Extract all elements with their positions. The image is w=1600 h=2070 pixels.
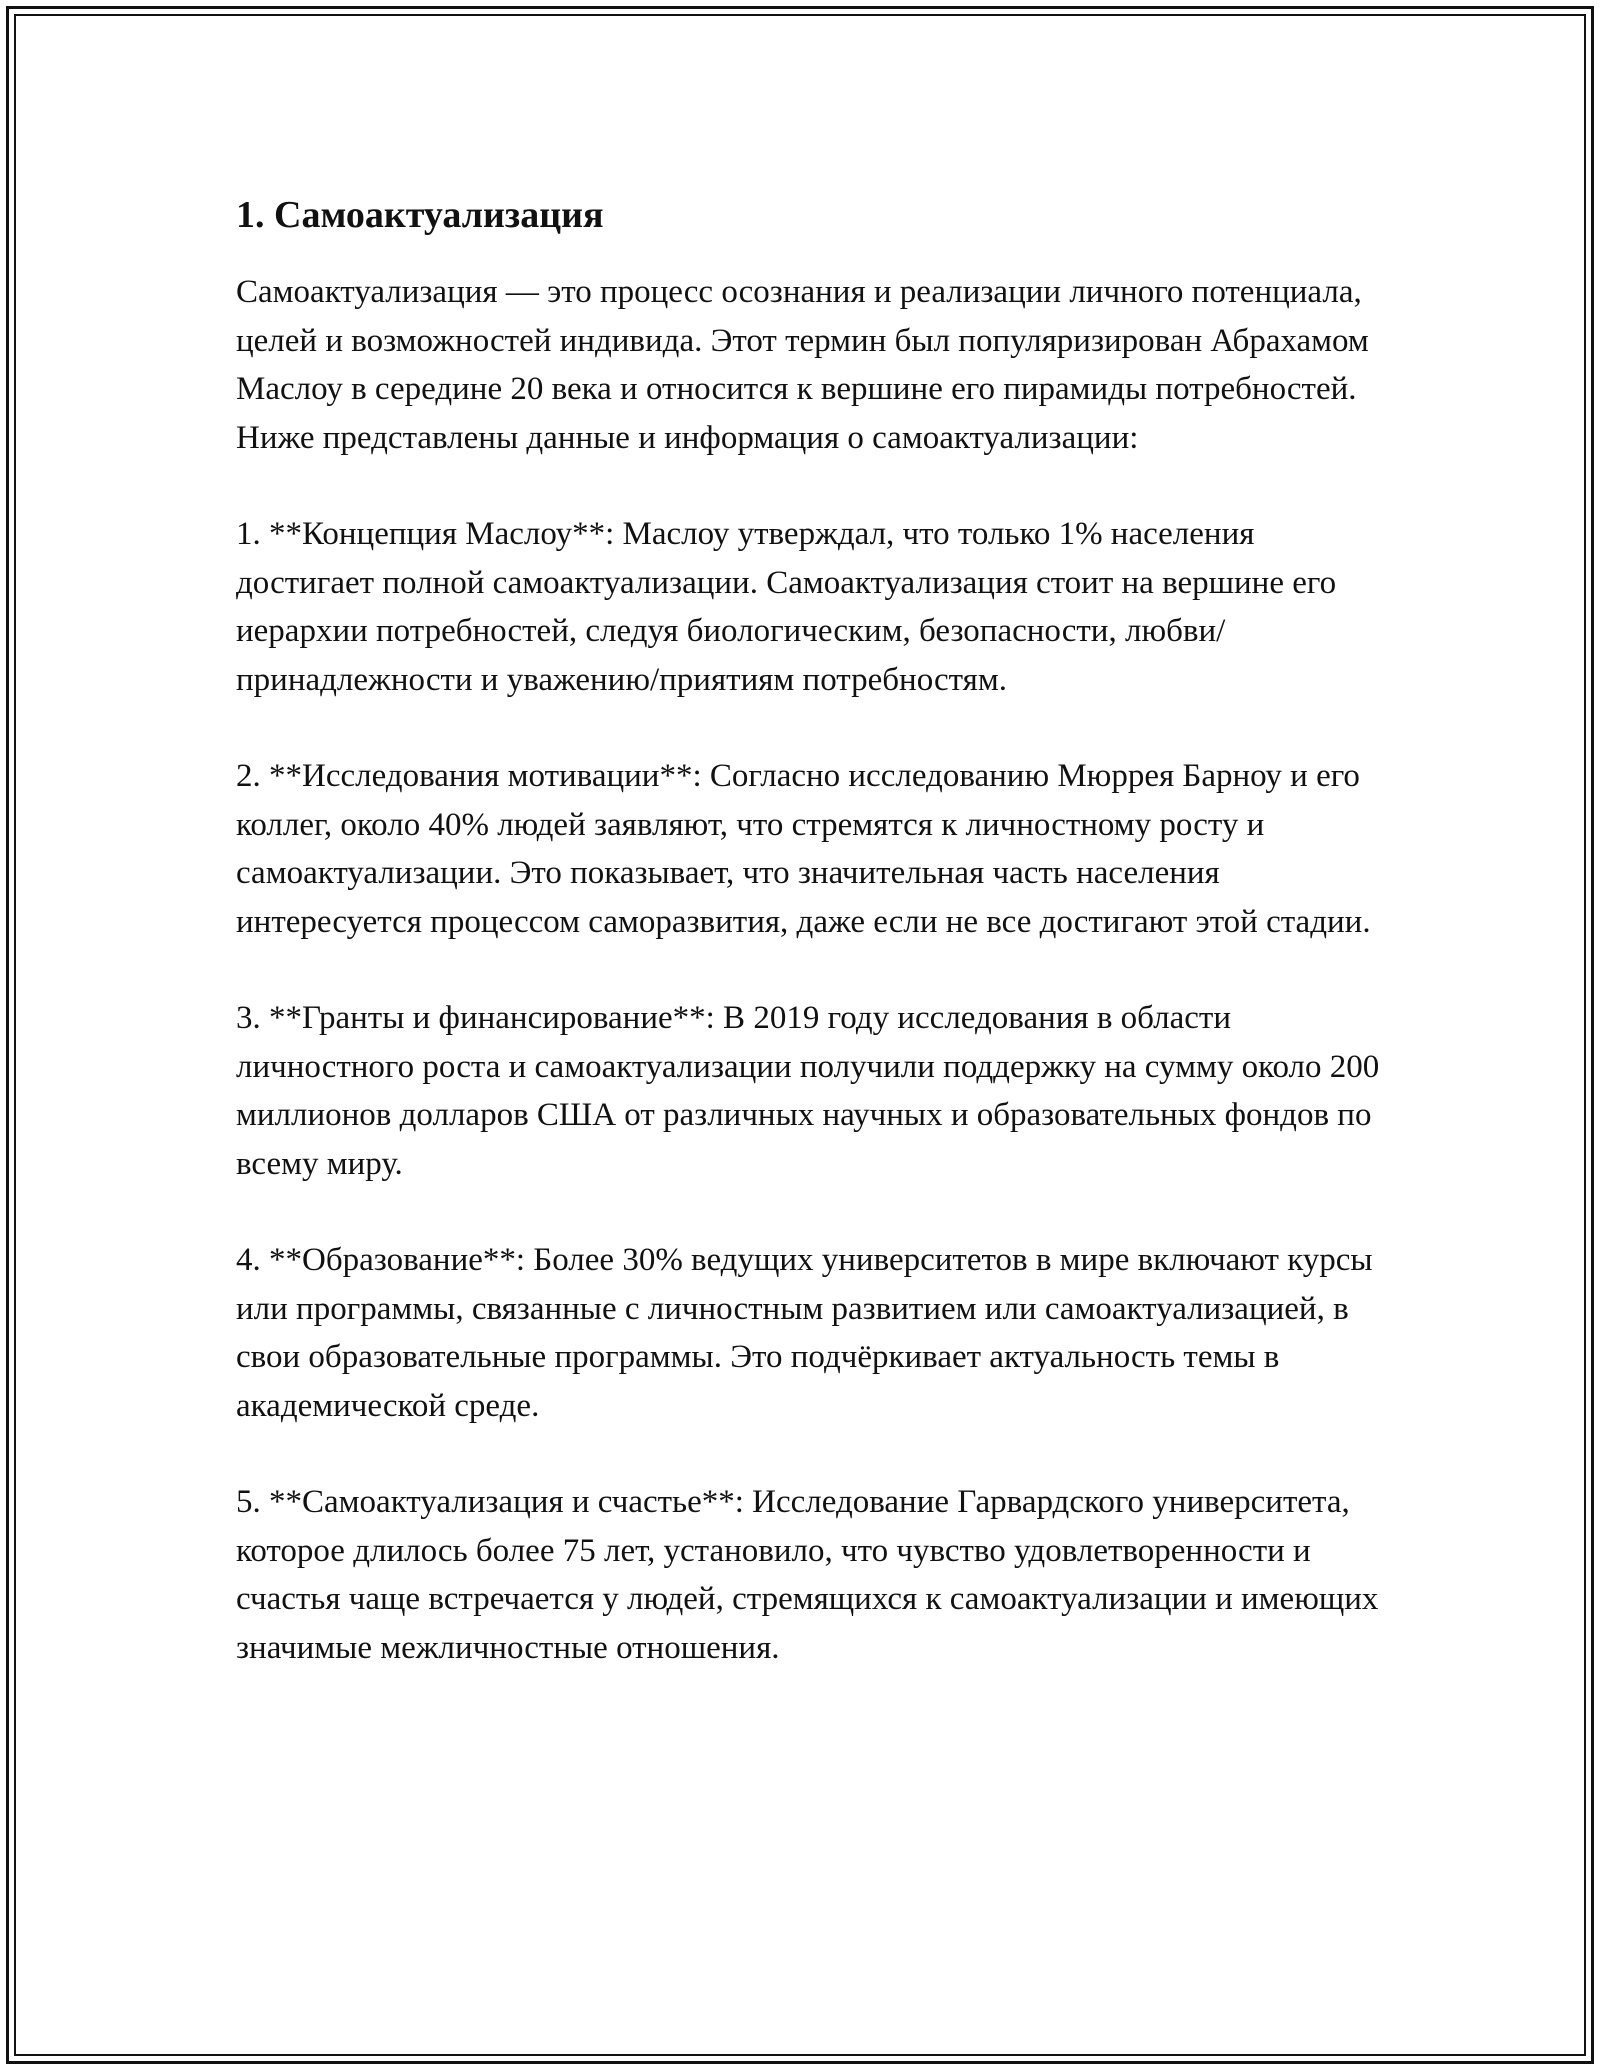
list-item-motivation-research: 2. **Исследования мотивации**: Согласно исследованию Мюррея Барноу и его коллег, около 40% людей заявляют, что стремятся к личностному росту и самоактуализации. Это показывает, что значительная часть населения интересуется процессом саморазвития, даже если не все достигают этой стадии. <box>236 758 1371 940</box>
section-heading: 1. Самоактуализация <box>236 194 604 236</box>
intro-paragraph: Самоактуализация — это процесс осознания и реализации личного потенциала, целей и возможностей индивида. Этот термин был популяризирован Абрахамом Маслоу в середине 20 века и относится к вершине его пирамиды потребностей. Ниже представлены данные и информация о самоактуализации: <box>236 274 1369 456</box>
list-item-education: 4. **Образование**: Более 30% ведущих университетов в мире включают курсы или программы, связанные с личностным развитием или самоактуализацией, в свои образовательные программы. Это подчёркивает актуальность темы в академической среде. <box>236 1242 1373 1424</box>
list-item-happiness: 5. **Самоактуализация и счастье**: Исследование Гарвардского университета, которое длилось более 75 лет, установило, что чувство удовлетворенности и счастья чаще встречается у людей, стремящихся к самоактуализации и имеющих значимые межличностные отношения. <box>236 1484 1379 1666</box>
list-item-maslow-concept: 1. **Концепция Маслоу**: Маслоу утверждал, что только 1% населения достигает полной самоактуализации. Самоактуализация стоит на вершине его иерархии потребностей, следуя биологическим, безопасности, любви/принадлежности и уважению/приятиям потребностям. <box>236 516 1337 698</box>
list-item-grants-funding: 3. **Гранты и финансирование**: В 2019 году исследования в области личностного роста и самоактуализации получили поддержку на сумму около 200 миллионов долларов США от различных научных и образовательных фондов по всему миру. <box>236 1000 1380 1182</box>
document-body <box>236 186 1396 1720</box>
